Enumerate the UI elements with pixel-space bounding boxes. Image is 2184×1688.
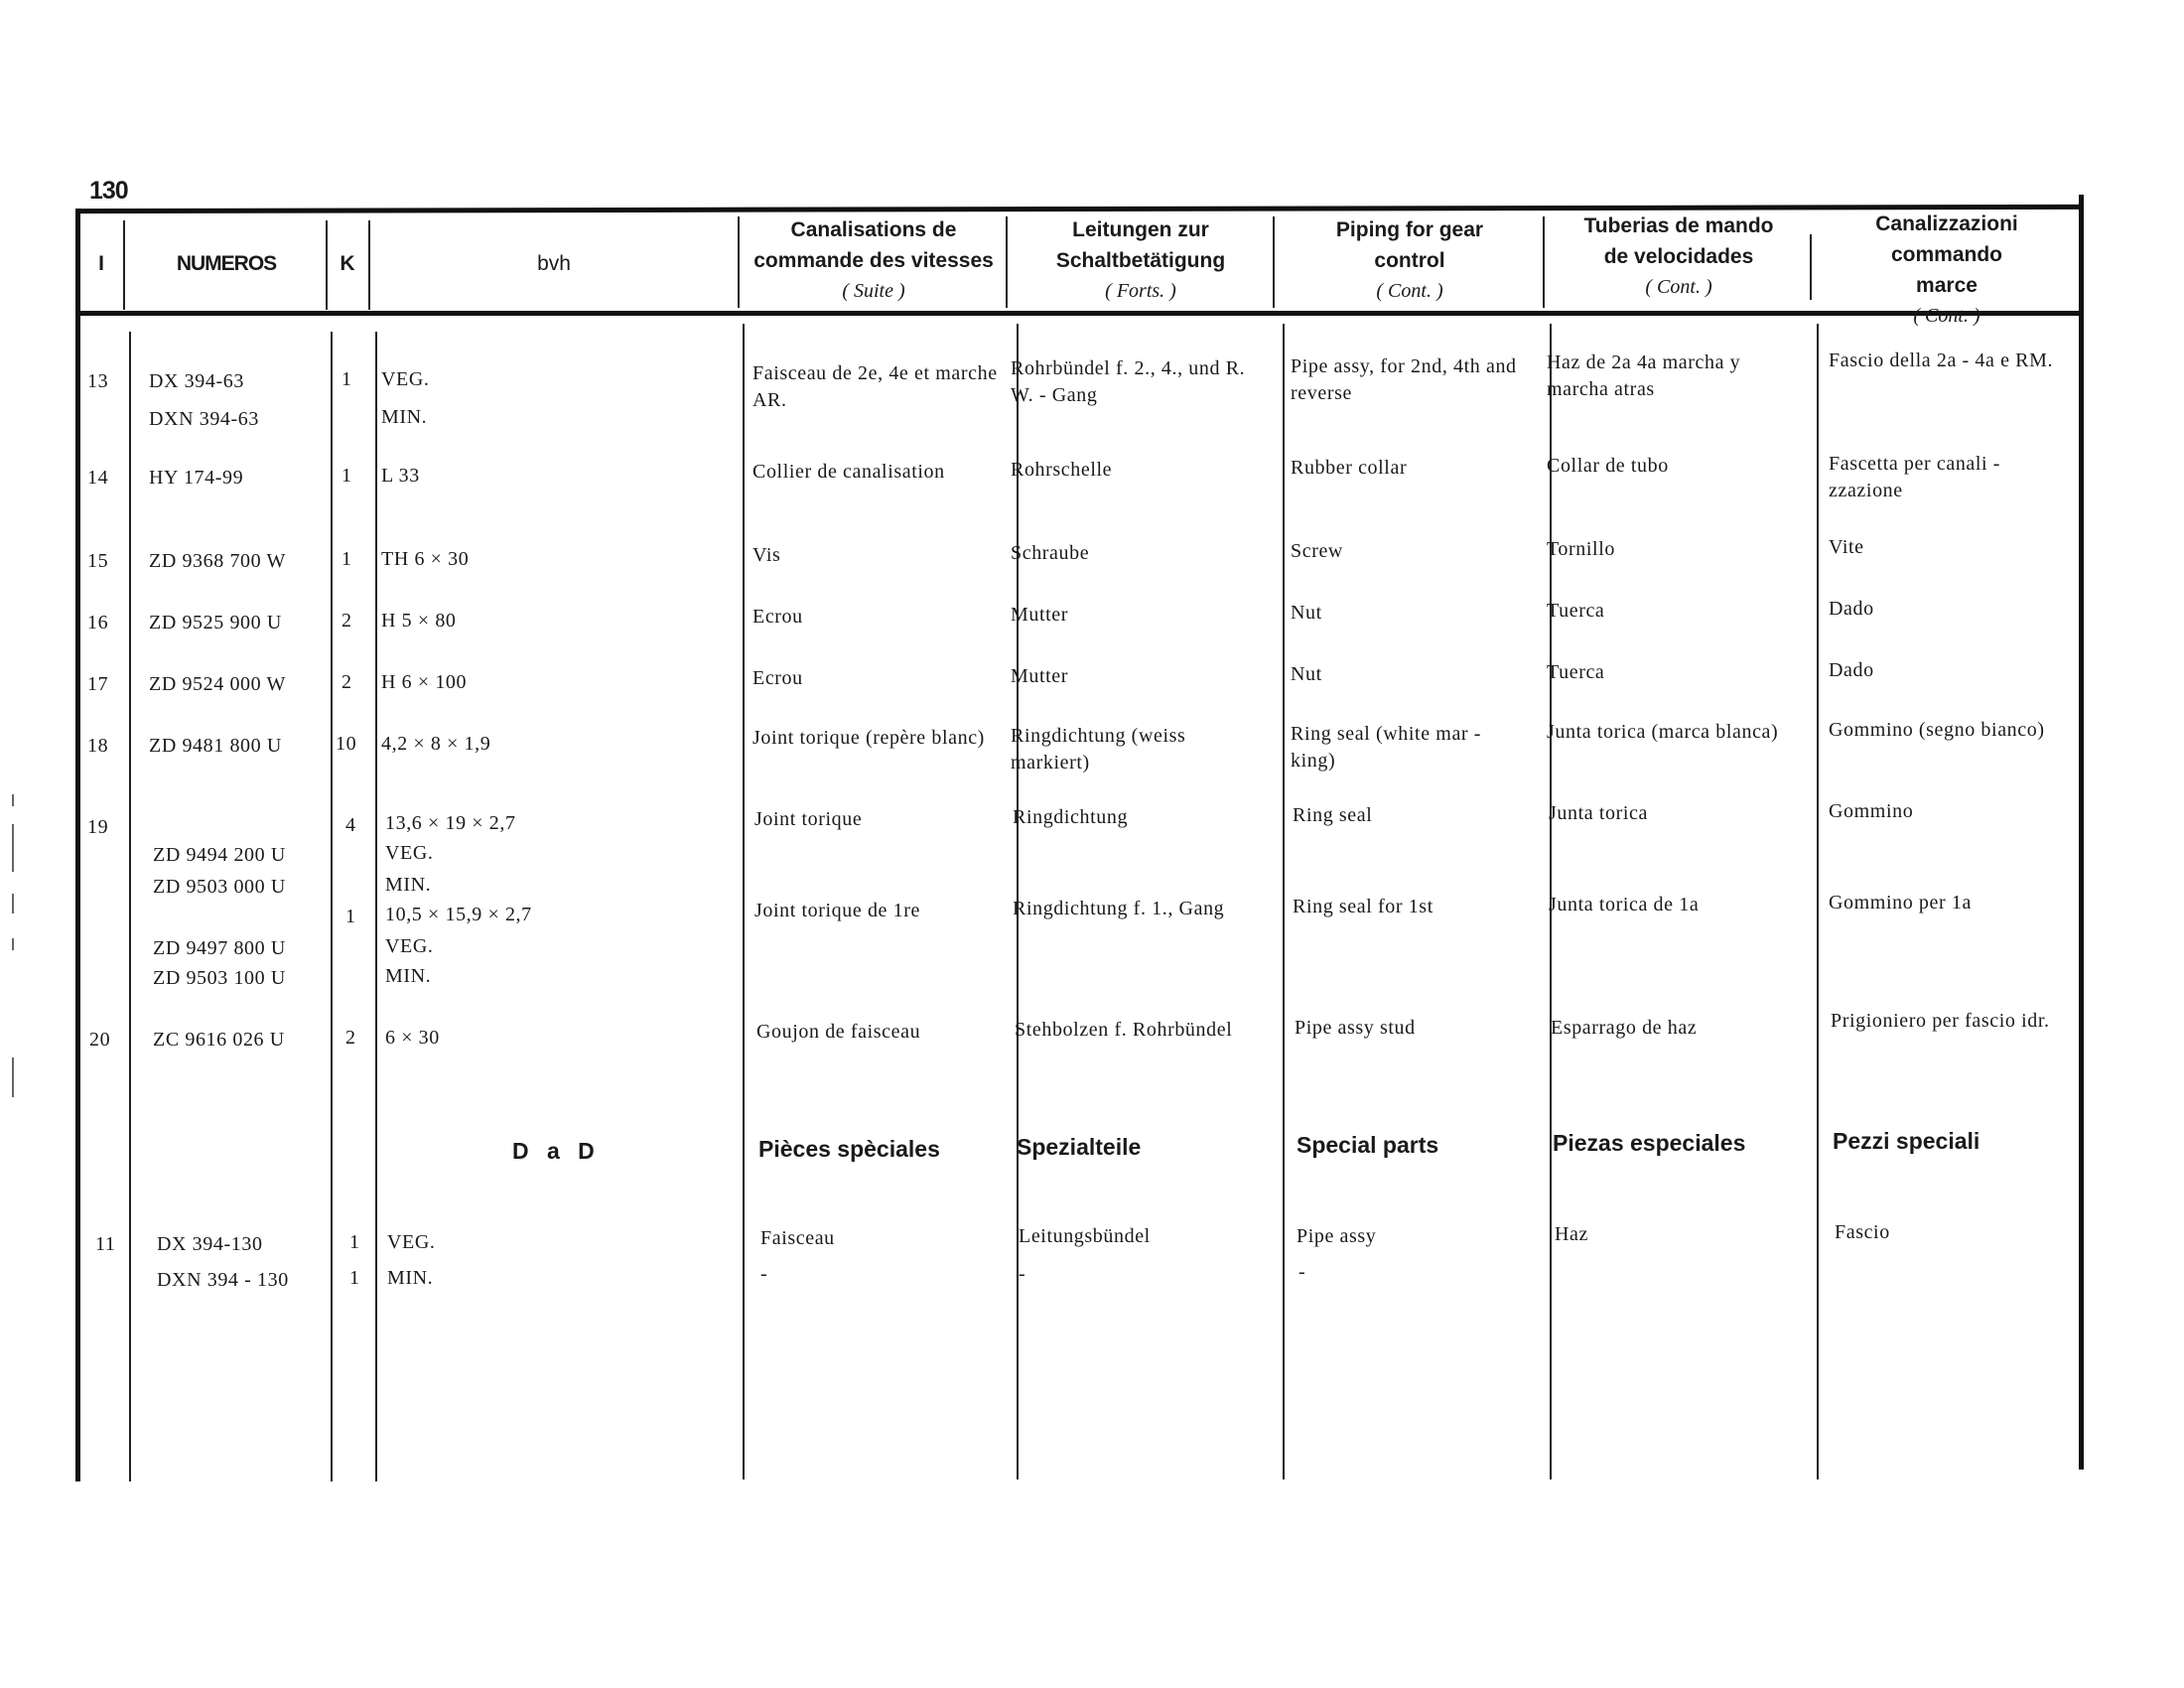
row-13-french: Faisceau de 2e, 4e et marche AR.: [752, 362, 998, 411]
header-k: K: [340, 252, 355, 275]
row-18-k: 10: [336, 733, 357, 755]
row-19-bvh-2b: VEG.: [385, 935, 434, 957]
section-bvh: D a D: [512, 1138, 601, 1164]
row-16-number: ZD 9525 900 U: [149, 612, 282, 633]
row-20-italian: Prigioniero per fascio idr.: [1831, 1010, 2050, 1032]
row-18-spanish: Junta torica (marca blanca): [1547, 721, 1779, 743]
row-11-french-dash: -: [760, 1263, 768, 1285]
header-german-sub: ( Forts. ): [1105, 280, 1176, 302]
row-18-number: ZD 9481 800 U: [149, 735, 282, 757]
margin-mark: [12, 894, 14, 914]
header-italian-title: Canalizzazioni commando marce: [1875, 212, 2018, 297]
header-italian: [1817, 209, 2077, 332]
row-13-number-1: DX 394-63: [149, 370, 244, 392]
col-sep-h4: [738, 216, 740, 308]
row-17-english: Nut: [1291, 663, 1322, 685]
row-17-bvh: H 6 × 100: [381, 671, 468, 693]
row-18-index: 18: [87, 735, 109, 757]
row-20-english: Pipe assy stud: [1295, 1017, 1416, 1039]
header-french-sub: ( Suite ): [842, 280, 905, 302]
row-16-spanish: Tuerca: [1547, 600, 1605, 622]
row-18-bvh: 4,2 × 8 × 1,9: [381, 733, 491, 755]
row-15-french: Vis: [752, 544, 781, 566]
header-spanish: [1549, 211, 1809, 303]
row-19-italian-2: Gommino per 1a: [1829, 892, 1972, 914]
row-17-italian: Dado: [1829, 659, 1874, 681]
row-19-bvh-1c: MIN.: [385, 874, 432, 896]
row-15-italian: Vite: [1829, 536, 1864, 558]
row-13-german: Rohrbündel f. 2., 4., und R. W. - Gang: [1011, 357, 1246, 406]
row-17-k: 2: [341, 671, 352, 693]
row-19-bvh-2c: MIN.: [385, 965, 432, 987]
row-17-number: ZD 9524 000 W: [149, 673, 286, 695]
row-11-italian: Fascio: [1835, 1221, 1890, 1243]
col-sep-b2: [331, 332, 333, 1481]
margin-mark: [12, 794, 14, 806]
row-19-french-1: Joint torique: [754, 808, 863, 830]
row-20-k: 2: [345, 1027, 356, 1049]
row-14-bvh: L 33: [381, 465, 420, 487]
row-14-german: Rohrschelle: [1011, 459, 1113, 481]
row-20-bvh: 6 × 30: [385, 1027, 440, 1049]
section-german: Spezialteile: [1017, 1134, 1142, 1160]
row-15-german: Schraube: [1011, 542, 1090, 564]
row-19-number-1: ZD 9494 200 U: [153, 844, 286, 866]
row-19-number-2: ZD 9503 000 U: [153, 876, 286, 898]
header-bvh: bvh: [537, 252, 571, 275]
row-15-k: 1: [341, 548, 352, 570]
row-17-german: Mutter: [1011, 665, 1069, 687]
row-17-spanish: Tuerca: [1547, 661, 1605, 683]
row-17-french: Ecrou: [752, 667, 803, 689]
header-index: I: [98, 252, 104, 275]
table-left-border: [75, 209, 80, 1481]
header-english: [1279, 214, 1541, 307]
col-sep-b4: [743, 324, 745, 1479]
row-14-k: 1: [341, 465, 352, 487]
header-french: [743, 214, 1005, 307]
section-italian: Pezzi speciali: [1833, 1128, 1980, 1154]
row-15-index: 15: [87, 550, 109, 572]
row-20-spanish: Esparrago de haz: [1551, 1017, 1698, 1039]
row-11-english-dash: -: [1298, 1261, 1306, 1283]
col-sep-h1: [123, 220, 125, 310]
row-20-index: 20: [89, 1029, 111, 1051]
row-19-k-1: 4: [345, 814, 356, 836]
section-spanish: Piezas especiales: [1553, 1130, 1746, 1156]
row-11-k-1: 1: [349, 1231, 360, 1253]
col-sep-h8: [1810, 234, 1812, 300]
col-sep-b1: [129, 332, 131, 1481]
header-german: [1011, 214, 1271, 307]
margin-mark: [12, 1057, 14, 1097]
row-15-english: Screw: [1291, 540, 1343, 562]
row-20-number: ZC 9616 026 U: [153, 1029, 285, 1051]
row-18-english: Ring seal (white mar - king): [1291, 723, 1482, 772]
row-14-english: Rubber collar: [1291, 457, 1408, 479]
row-14-italian: Fascetta per canali - zzazione: [1829, 453, 2001, 501]
row-15-spanish: Tornillo: [1547, 538, 1615, 560]
row-11-spanish: Haz: [1555, 1223, 1588, 1245]
row-11-k-2: 1: [349, 1267, 360, 1289]
row-19-german-2: Ringdichtung f. 1., Gang: [1013, 898, 1225, 919]
row-19-bvh-1: 13,6 × 19 × 2,7: [385, 812, 516, 834]
row-19-german-1: Ringdichtung: [1013, 806, 1129, 828]
col-sep-b3: [375, 332, 377, 1481]
row-19-number-4: ZD 9503 100 U: [153, 967, 286, 989]
row-13-number-2: DXN 394-63: [149, 408, 259, 430]
row-19-number-3: ZD 9497 800 U: [153, 937, 286, 959]
row-18-italian: Gommino (segno bianco): [1829, 719, 2045, 741]
row-19-bvh-1b: VEG.: [385, 842, 434, 864]
row-11-german-dash: -: [1019, 1263, 1026, 1285]
row-13-english: Pipe assy, for 2nd, 4th and reverse: [1291, 355, 1517, 404]
row-19-italian-1: Gommino: [1829, 800, 1914, 822]
row-14-spanish: Collar de tubo: [1547, 455, 1669, 477]
row-11-english: Pipe assy: [1297, 1225, 1377, 1247]
row-19-spanish-2: Junta torica de 1a: [1549, 894, 1700, 915]
row-13-index: 13: [87, 370, 109, 392]
row-14-index: 14: [87, 467, 109, 489]
row-16-italian: Dado: [1829, 598, 1874, 620]
row-18-french: Joint torique (repère blanc): [752, 727, 985, 749]
row-19-spanish-1: Junta torica: [1549, 802, 1648, 824]
row-19-french-2: Joint torique de 1re: [754, 900, 920, 921]
row-20-french: Goujon de faisceau: [756, 1021, 921, 1043]
row-18-german: Ringdichtung (weiss markiert): [1011, 725, 1186, 774]
row-13-bvh-2: MIN.: [381, 406, 428, 428]
row-17-index: 17: [87, 673, 109, 695]
row-16-index: 16: [87, 612, 109, 633]
row-11-index: 11: [95, 1233, 116, 1255]
col-sep-b6: [1283, 324, 1285, 1479]
row-16-k: 2: [341, 610, 352, 632]
row-13-bvh-1: VEG.: [381, 368, 430, 390]
table-right-border: [2079, 195, 2084, 1470]
row-15-number: ZD 9368 700 W: [149, 550, 286, 572]
section-french: Pièces spèciales: [758, 1136, 940, 1162]
row-16-english: Nut: [1291, 602, 1322, 624]
header-spanish-title: Tuberias de mando de velocidades: [1583, 214, 1774, 268]
row-11-number-2: DXN 394 - 130: [157, 1269, 289, 1291]
row-15-bvh: TH 6 × 30: [381, 548, 470, 570]
col-sep-h6: [1273, 216, 1275, 308]
header-spanish-sub: ( Cont. ): [1645, 276, 1712, 298]
header-english-title: Piping for gear control: [1335, 218, 1484, 272]
row-19-k-2: 1: [345, 906, 356, 927]
row-16-french: Ecrou: [752, 606, 803, 628]
row-14-french: Collier de canalisation: [752, 461, 945, 483]
row-11-bvh-1: VEG.: [387, 1231, 436, 1253]
row-19-english-1: Ring seal: [1293, 804, 1373, 826]
header-bottom-border: [75, 311, 2083, 316]
margin-mark: [12, 824, 14, 872]
header-french-title: Canalisations de commande des vitesses: [753, 218, 994, 272]
row-11-german: Leitungsbündel: [1019, 1225, 1151, 1247]
header-italian-sub: ( Cont. ): [1913, 305, 1980, 327]
row-19-index: 19: [87, 816, 109, 838]
row-19-english-2: Ring seal for 1st: [1293, 896, 1433, 917]
row-11-bvh-2: MIN.: [387, 1267, 434, 1289]
col-sep-h7: [1543, 216, 1545, 308]
row-14-number: HY 174-99: [149, 467, 244, 489]
row-13-italian: Fascio della 2a - 4a e RM.: [1829, 350, 2054, 371]
col-sep-b8: [1817, 324, 1819, 1479]
page-number: 130: [89, 177, 128, 205]
header-german-title: Leitungen zur Schaltbetätigung: [1055, 218, 1226, 272]
row-16-bvh: H 5 × 80: [381, 610, 457, 632]
row-11-number-1: DX 394-130: [157, 1233, 263, 1255]
section-english: Special parts: [1297, 1132, 1439, 1158]
row-19-bvh-2: 10,5 × 15,9 × 2,7: [385, 904, 532, 925]
row-11-french: Faisceau: [760, 1227, 835, 1249]
margin-mark: [12, 938, 14, 950]
row-20-german: Stehbolzen f. Rohrbündel: [1015, 1019, 1233, 1041]
row-13-k: 1: [341, 368, 352, 390]
col-sep-h5: [1006, 216, 1008, 308]
row-16-german: Mutter: [1011, 604, 1069, 626]
header-numeros: NUMEROS: [176, 252, 277, 275]
row-13-spanish: Haz de 2a 4a marcha y marcha atras: [1547, 352, 1741, 400]
header-english-sub: ( Cont. ): [1376, 280, 1443, 302]
